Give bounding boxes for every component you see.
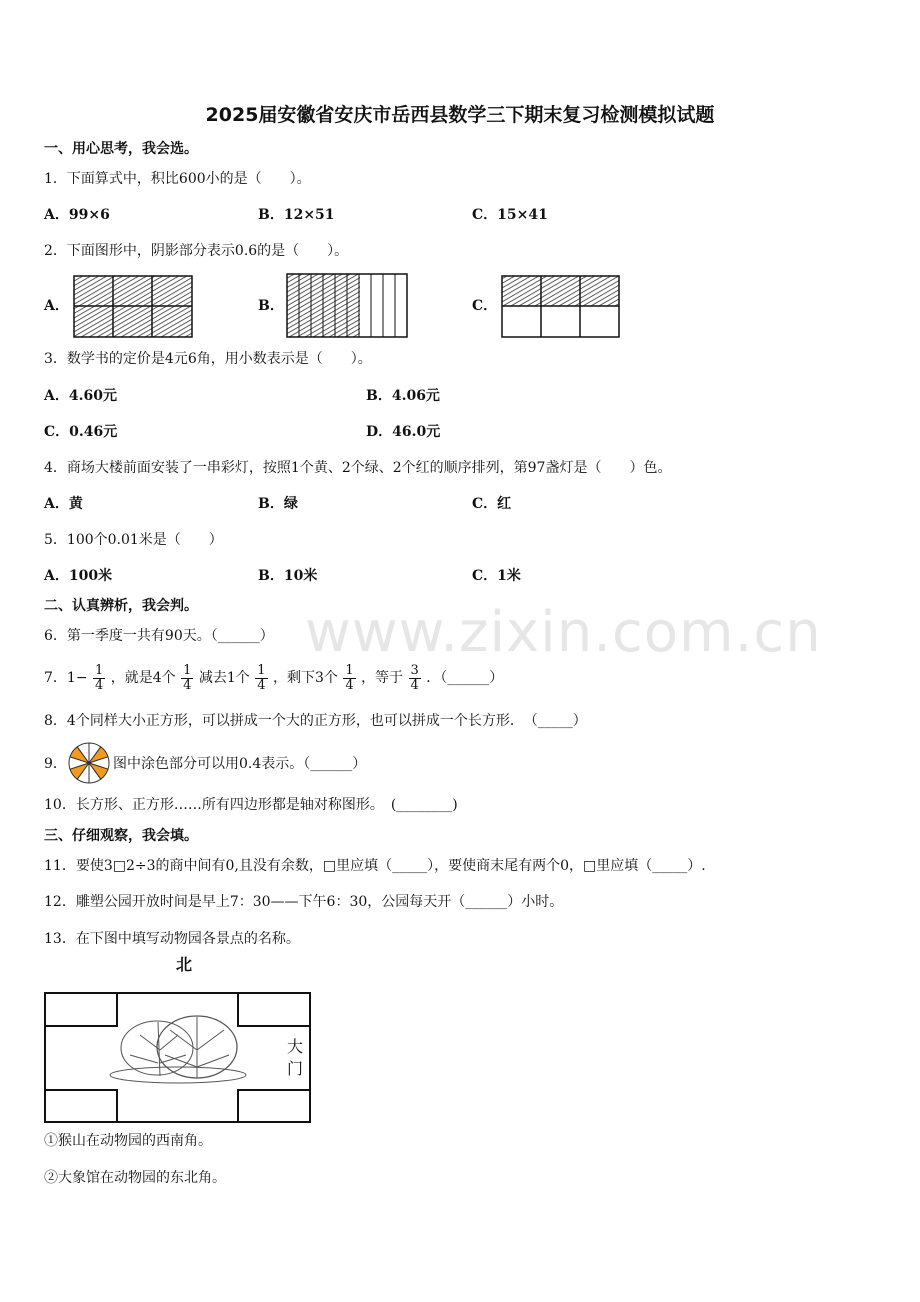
- q4-option-c[interactable]: C．红: [472, 496, 512, 512]
- q7-text-6: ．（______）: [426, 670, 504, 686]
- q7-fraction-4: $\frac{1}{4}$: [345, 662, 354, 693]
- section-1-heading: 一、用心思考，我会选。: [44, 141, 198, 157]
- section-3-heading: 三、仔细观察，我会填。: [44, 828, 198, 844]
- question-12: 12．雕塑公园开放时间是早上7：30——下午6：30，公园每天开（______）小时。: [44, 894, 564, 910]
- q9-pie-figure: [69, 743, 109, 783]
- map-north-label: 北: [176, 955, 193, 974]
- q7-fraction-2: $\frac{1}{4}$: [183, 662, 192, 693]
- question-7: [44, 658, 503, 698]
- q7-fraction-3: $\frac{1}{4}$: [257, 662, 266, 693]
- q5-option-a[interactable]: A．100米: [44, 568, 113, 584]
- q4-option-a[interactable]: A．黄: [44, 496, 83, 512]
- q3-option-c[interactable]: C．0.46元: [44, 424, 118, 440]
- q4-option-b[interactable]: B．绿: [258, 496, 298, 512]
- q7-fraction-1: $\frac{1}{4}$: [95, 662, 104, 693]
- q7-text-2: ，就是4个: [110, 670, 176, 686]
- figure-a-grid: [74, 276, 192, 337]
- section-2-heading: 二、认真辨析，我会判。: [44, 598, 198, 614]
- question-2: 2．下面图形中，阴影部分表示0.6的是（ ）。: [44, 243, 349, 259]
- q9-number: 9．: [44, 756, 67, 772]
- figure-b-strips: [287, 274, 407, 337]
- q1-option-a[interactable]: A．99×6: [44, 207, 110, 223]
- q2-option-c[interactable]: C．: [472, 298, 498, 314]
- q7-text-1: 7．1−: [44, 670, 88, 686]
- q5-option-b[interactable]: B．10米: [258, 568, 318, 584]
- question-11: 11．要使3□2÷3的商中间有0,且没有余数，□里应填（_____），要使商末尾有两个0，□里应填（_____）.: [44, 858, 706, 874]
- question-8: 8．4个同样大小正方形，可以拼成一个大的正方形，也可以拼成一个长方形． （_____）: [44, 713, 587, 729]
- q2-option-b[interactable]: B．: [258, 298, 284, 314]
- q7-text-5: ，等于: [361, 670, 404, 686]
- question-1: 1．下面算式中，积比600小的是（ ）。: [44, 171, 311, 187]
- map-gate-label-1: 大: [287, 1037, 304, 1056]
- q3-option-b[interactable]: B．4.06元: [366, 388, 440, 404]
- q13-item-1: ①猴山在动物园的西南角。: [44, 1133, 212, 1149]
- question-13: 13．在下图中填写动物园各景点的名称。: [44, 931, 300, 947]
- q7-fraction-5: $\frac{3}{4}$: [410, 662, 419, 693]
- q7-text-4: ，剩下3个: [272, 670, 338, 686]
- figure-c-grid: [502, 276, 619, 337]
- q2-option-a[interactable]: A．: [44, 298, 69, 314]
- q1-option-b[interactable]: B．12×51: [258, 207, 335, 223]
- question-10: 10．长方形、正方形……所有四边形都是轴对称图形。 (________): [44, 797, 458, 813]
- question-5: 5．100个0.01米是（ ）: [44, 532, 223, 548]
- watermark: www.zixin.com.cn: [305, 600, 822, 665]
- question-6: 6．第一季度一共有90天。（______）: [44, 628, 274, 644]
- q3-option-d[interactable]: D．46.0元: [366, 424, 441, 440]
- q3-option-a[interactable]: A．4.60元: [44, 388, 117, 404]
- page-title: 2025届安徽省安庆市岳西县数学三下期末复习检测模拟试题: [205, 104, 715, 126]
- question-9: 图中涂色部分可以用0.4表示。（______）: [113, 756, 367, 772]
- q7-text-3: 减去1个: [198, 670, 250, 686]
- q5-option-c[interactable]: C．1米: [472, 568, 521, 584]
- zoo-map: [45, 993, 310, 1122]
- map-gate-label-2: 门: [287, 1059, 304, 1078]
- q13-item-2: ②大象馆在动物园的东北角。: [44, 1170, 226, 1186]
- q1-option-c[interactable]: C．15×41: [472, 207, 548, 223]
- question-3: 3．数学书的定价是4元6角，用小数表示是（ ）。: [44, 351, 372, 367]
- question-4: 4．商场大楼前面安装了一串彩灯，按照1个黄、2个绿、2个红的顺序排列，第97盏灯是（ ）色。: [44, 460, 672, 476]
